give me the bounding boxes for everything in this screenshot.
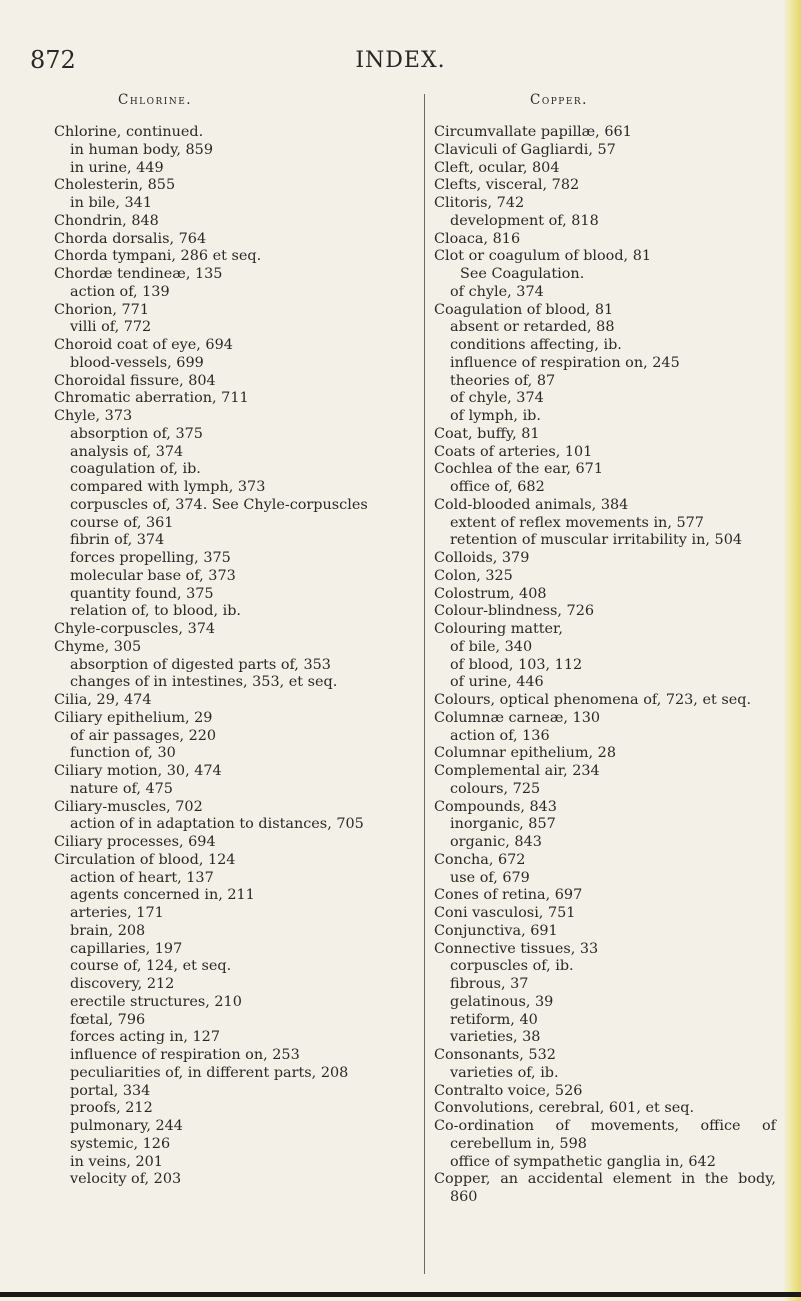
index-entry: varieties, 38 xyxy=(450,1029,541,1046)
index-entry: Conjunctiva, 691 xyxy=(434,922,558,939)
index-entry: brain, 208 xyxy=(70,922,146,939)
index-entry: corpuscles of, ib. xyxy=(450,958,574,975)
index-entry: Colours, optical phenomena of, 723, et seq. xyxy=(434,692,752,708)
index-entry: analysis of, 374 xyxy=(70,443,184,460)
page-edge xyxy=(783,0,801,1301)
index-entry: arteries, 171 xyxy=(70,905,164,921)
index-entry: Colon, 325 xyxy=(434,567,513,584)
index-entry: of lymph, ib. xyxy=(450,408,541,424)
index-entry: Coagulation of blood, 81 xyxy=(434,301,614,318)
right-column-heading: Copper. xyxy=(530,92,588,108)
index-entry: coagulation of, ib. xyxy=(70,461,201,478)
index-entry: conditions affecting, ib. xyxy=(450,337,622,353)
index-entry: Coat, buffy, 81 xyxy=(434,425,540,442)
running-head: INDEX. xyxy=(355,48,446,73)
index-entry: Convolutions, cerebral, 601, et seq. xyxy=(434,1100,695,1117)
index-entry: development of, 818 xyxy=(450,212,599,229)
index-entry: Clot or coagulum of blood, 81 xyxy=(434,248,652,265)
index-entry: fœtal, 796 xyxy=(70,1011,146,1028)
index-entry: Colouring matter, xyxy=(434,621,563,637)
index-entry: retention of muscular irritability in, 504 xyxy=(450,532,743,549)
index-entry: forces acting in, 127 xyxy=(70,1029,220,1046)
index-entry: Concha, 672 xyxy=(434,851,526,868)
index-entry: systemic, 126 xyxy=(70,1135,171,1152)
index-entry: Choroidal fissure, 804 xyxy=(54,372,216,389)
index-entry: Cleft, ocular, 804 xyxy=(434,159,560,176)
index-entry: agents concerned in, 211 xyxy=(70,887,255,904)
index-entry: organic, 843 xyxy=(450,834,542,850)
index-entry: Clefts, visceral, 782 xyxy=(434,177,580,194)
index-entry: varieties of, ib. xyxy=(450,1064,559,1081)
index-entry: molecular base of, 373 xyxy=(70,567,236,584)
index-entry: Ciliary epithelium, 29 xyxy=(54,709,213,726)
index-entry: Chorion, 771 xyxy=(54,301,149,318)
index-entry: Cholesterin, 855 xyxy=(54,177,176,194)
right-index-column xyxy=(434,124,776,1207)
index-entry: Chromatic aberration, 711 xyxy=(54,390,249,407)
index-entry: Chyme, 305 xyxy=(54,638,142,655)
index-entry: use of, 679 xyxy=(450,869,530,886)
index-entry: fibrin of, 374 xyxy=(70,532,165,549)
index-entry: function of, 30 xyxy=(70,745,176,762)
index-entry: Cochlea of the ear, 671 xyxy=(434,461,603,478)
index-entry: absorption of, 375 xyxy=(70,425,203,442)
index-entry: Contralto voice, 526 xyxy=(434,1082,583,1099)
index-entry: compared with lymph, 373 xyxy=(70,479,266,495)
index-entry: Coats of arteries, 101 xyxy=(434,443,593,460)
index-entry: Chlorine, continued. xyxy=(54,124,204,140)
index-entry: of chyle, 374 xyxy=(450,390,544,407)
index-entry: Ciliary motion, 30, 474 xyxy=(54,763,222,779)
index-entry: Circulation of blood, 124 xyxy=(54,851,236,868)
index-entry: retiform, 40 xyxy=(450,1011,538,1028)
index-entry: Circumvallate papillæ, 661 xyxy=(434,124,632,140)
index-entry: peculiarities of, in different parts, 208 xyxy=(70,1064,349,1081)
index-entry: portal, 334 xyxy=(70,1082,151,1099)
index-entry: Cloaca, 816 xyxy=(434,230,521,247)
index-entry: of bile, 340 xyxy=(450,638,533,655)
index-entry: of blood, 103, 112 xyxy=(450,656,583,673)
index-entry: corpuscles of, 374. See Chyle-corpuscles xyxy=(70,496,368,513)
index-entry: Complemental air, 234 xyxy=(434,763,600,779)
index-entry: nature of, 475 xyxy=(70,780,173,797)
index-entry: in veins, 201 xyxy=(70,1153,163,1170)
index-entry: absent or retarded, 88 xyxy=(450,319,615,336)
index-entry: proofs, 212 xyxy=(70,1100,153,1117)
index-entry: of urine, 446 xyxy=(450,674,544,691)
index-entry: in urine, 449 xyxy=(70,159,164,176)
bottom-rule xyxy=(0,1292,801,1297)
index-entry: office of, 682 xyxy=(450,479,545,495)
index-entry: fibrous, 37 xyxy=(450,976,529,992)
index-entry: extent of reflex movements in, 577 xyxy=(450,514,704,531)
index-entry: action of, 139 xyxy=(70,283,170,300)
index-entry: Choroid coat of eye, 694 xyxy=(54,337,233,353)
index-entry: in human body, 859 xyxy=(70,141,213,158)
index-entry: action of in adaptation to distances, 705 xyxy=(70,816,364,833)
index-entry: Colloids, 379 xyxy=(434,550,530,566)
index-entry: colours, 725 xyxy=(450,780,541,797)
index-entry: Coni vasculosi, 751 xyxy=(434,905,576,921)
index-entry: Compounds, 843 xyxy=(434,798,557,815)
index-entry: course of, 361 xyxy=(70,514,174,531)
index-entry: quantity found, 375 xyxy=(70,585,214,602)
left-index-column xyxy=(54,124,396,1189)
index-entry: Ciliary processes, 694 xyxy=(54,834,216,850)
index-entry: Co-ordination of movements, office of cerebellum in, 598 xyxy=(434,1118,776,1152)
index-entry: Chordæ tendineæ, 135 xyxy=(54,266,223,282)
index-entry: action of, 136 xyxy=(450,727,550,744)
index-entry: Chondrin, 848 xyxy=(54,212,159,229)
index-entry: of air passages, 220 xyxy=(70,727,217,744)
index-entry: relation of, to blood, ib. xyxy=(70,603,242,620)
index-entry: theories of, 87 xyxy=(450,372,556,389)
index-entry: pulmonary, 244 xyxy=(70,1118,183,1134)
index-entry: changes of in intestines, 353, et seq. xyxy=(70,674,338,691)
index-entry: erectile structures, 210 xyxy=(70,993,242,1010)
index-entry: Columnæ carneæ, 130 xyxy=(434,709,601,726)
index-entry: blood-vessels, 699 xyxy=(70,354,204,371)
index-entry: Chorda tympani, 286 et seq. xyxy=(54,248,262,265)
index-entry: Cones of retina, 697 xyxy=(434,887,583,904)
index-entry: Copper, an accidental element in the body, 860 xyxy=(434,1171,776,1205)
index-entry: forces propelling, 375 xyxy=(70,550,231,566)
index-entry: Cold-blooded animals, 384 xyxy=(434,496,629,513)
index-entry: Cilia, 29, 474 xyxy=(54,692,152,708)
index-entry: Columnar epithelium, 28 xyxy=(434,745,616,762)
index-entry: villi of, 772 xyxy=(70,319,152,336)
index-entry: absorption of digested parts of, 353 xyxy=(70,656,331,673)
index-entry: discovery, 212 xyxy=(70,976,175,992)
index-entry: office of sympathetic ganglia in, 642 xyxy=(450,1153,716,1170)
left-column-heading: Chlorine. xyxy=(118,92,193,108)
index-entry: gelatinous, 39 xyxy=(450,993,554,1010)
index-entry: Ciliary-muscles, 702 xyxy=(54,798,203,815)
index-entry: Consonants, 532 xyxy=(434,1047,556,1063)
index-entry: inorganic, 857 xyxy=(450,816,556,833)
page-number: 872 xyxy=(30,46,76,74)
index-entry: Connective tissues, 33 xyxy=(434,940,599,957)
index-entry: Colostrum, 408 xyxy=(434,585,547,602)
index-entry: influence of respiration on, 245 xyxy=(450,354,680,371)
index-entry: action of heart, 137 xyxy=(70,869,214,886)
index-entry: Chyle-corpuscles, 374 xyxy=(54,621,216,637)
index-entry: influence of respiration on, 253 xyxy=(70,1047,300,1063)
column-divider xyxy=(424,94,425,1274)
index-entry: Clitoris, 742 xyxy=(434,195,525,211)
index-entry: in bile, 341 xyxy=(70,195,152,211)
index-entry: Claviculi of Gagliardi, 57 xyxy=(434,141,616,158)
index-entry: Colour-blindness, 726 xyxy=(434,603,595,620)
index-entry: Chyle, 373 xyxy=(54,408,133,424)
index-entry: of chyle, 374 xyxy=(450,283,544,300)
index-entry: course of, 124, et seq. xyxy=(70,958,232,975)
index-entry: See Coagulation. xyxy=(460,266,585,282)
index-entry: capillaries, 197 xyxy=(70,940,183,957)
index-entry: Chorda dorsalis, 764 xyxy=(54,230,207,247)
index-entry: velocity of, 203 xyxy=(70,1171,182,1188)
